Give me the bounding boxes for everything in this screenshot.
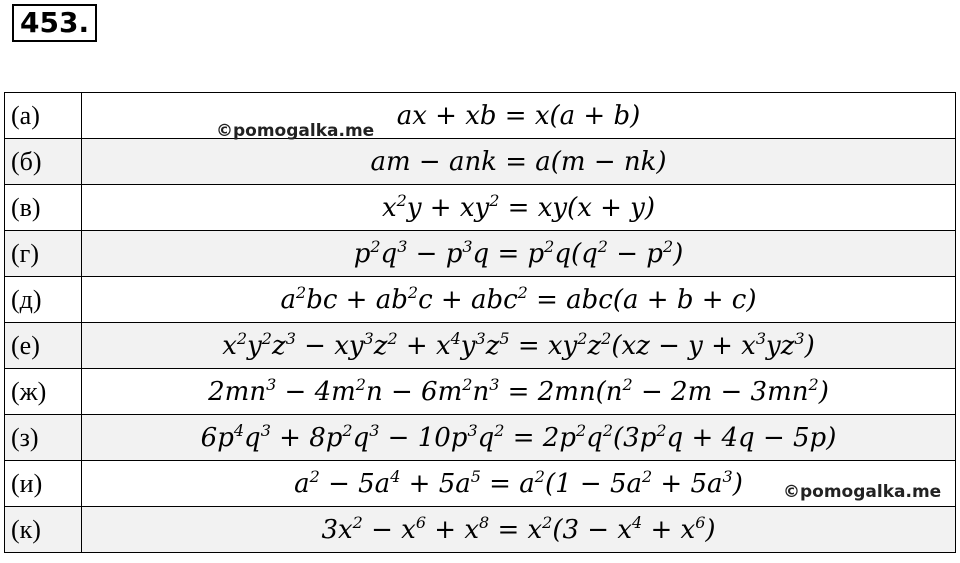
equation-row xyxy=(5,139,956,185)
row-label: (ж) xyxy=(5,369,82,415)
row-label: (е) xyxy=(5,323,82,369)
watermark: ©pomogalka.me xyxy=(783,482,942,502)
row-label: (и) xyxy=(5,461,82,507)
row-equation: $a^2bc + ab^2c + abc^2 = abc(a + b + c)$ xyxy=(82,277,956,323)
watermark: ©pomogalka.me xyxy=(216,121,375,141)
equation-row xyxy=(5,415,956,461)
row-equation: ax + xb = x(a + b) xyxy=(82,93,956,139)
equation-row xyxy=(5,277,956,323)
row-equation: $x^2y^2z^3 - xy^3z^2 + x^4y^3z^5 = xy^2z^2(xz - y + x^3yz^3)$ xyxy=(82,323,956,369)
row-label: (к) xyxy=(5,507,82,553)
row-equation: $3x^2 - x^6 + x^8 = x^2(3 - x^4 + x^6)$ xyxy=(82,507,956,553)
row-equation: $a^2 - 5a^4 + 5a^5 = a^2(1 - 5a^2 + 5a^3)$ xyxy=(82,461,956,507)
equation-row xyxy=(5,93,956,139)
problem-number: 453. xyxy=(12,4,97,42)
equation-row xyxy=(5,507,956,553)
row-equation: $x^2y + xy^2 = xy(x + y)$ xyxy=(82,185,956,231)
row-equation: $p^2q^3 - p^3q = p^2q(q^2 - p^2)$ xyxy=(82,231,956,277)
equation-row xyxy=(5,323,956,369)
row-label: (а) xyxy=(5,93,82,139)
row-equation: am − ank = a(m − nk) xyxy=(82,139,956,185)
row-label: (г) xyxy=(5,231,82,277)
row-equation: $6p^4q^3 + 8p^2q^3 - 10p^3q^2 = 2p^2q^2(3p^2q + 4q - 5p)$ xyxy=(82,415,956,461)
equation-row xyxy=(5,185,956,231)
row-label: (б) xyxy=(5,139,82,185)
equation-row xyxy=(5,231,956,277)
row-label: (з) xyxy=(5,415,82,461)
row-equation: $2mn^3 - 4m^2n - 6m^2n^3 = 2mn(n^2 - 2m - 3mn^2)$ xyxy=(82,369,956,415)
row-label: (в) xyxy=(5,185,82,231)
equation-row xyxy=(5,369,956,415)
row-label: (д) xyxy=(5,277,82,323)
